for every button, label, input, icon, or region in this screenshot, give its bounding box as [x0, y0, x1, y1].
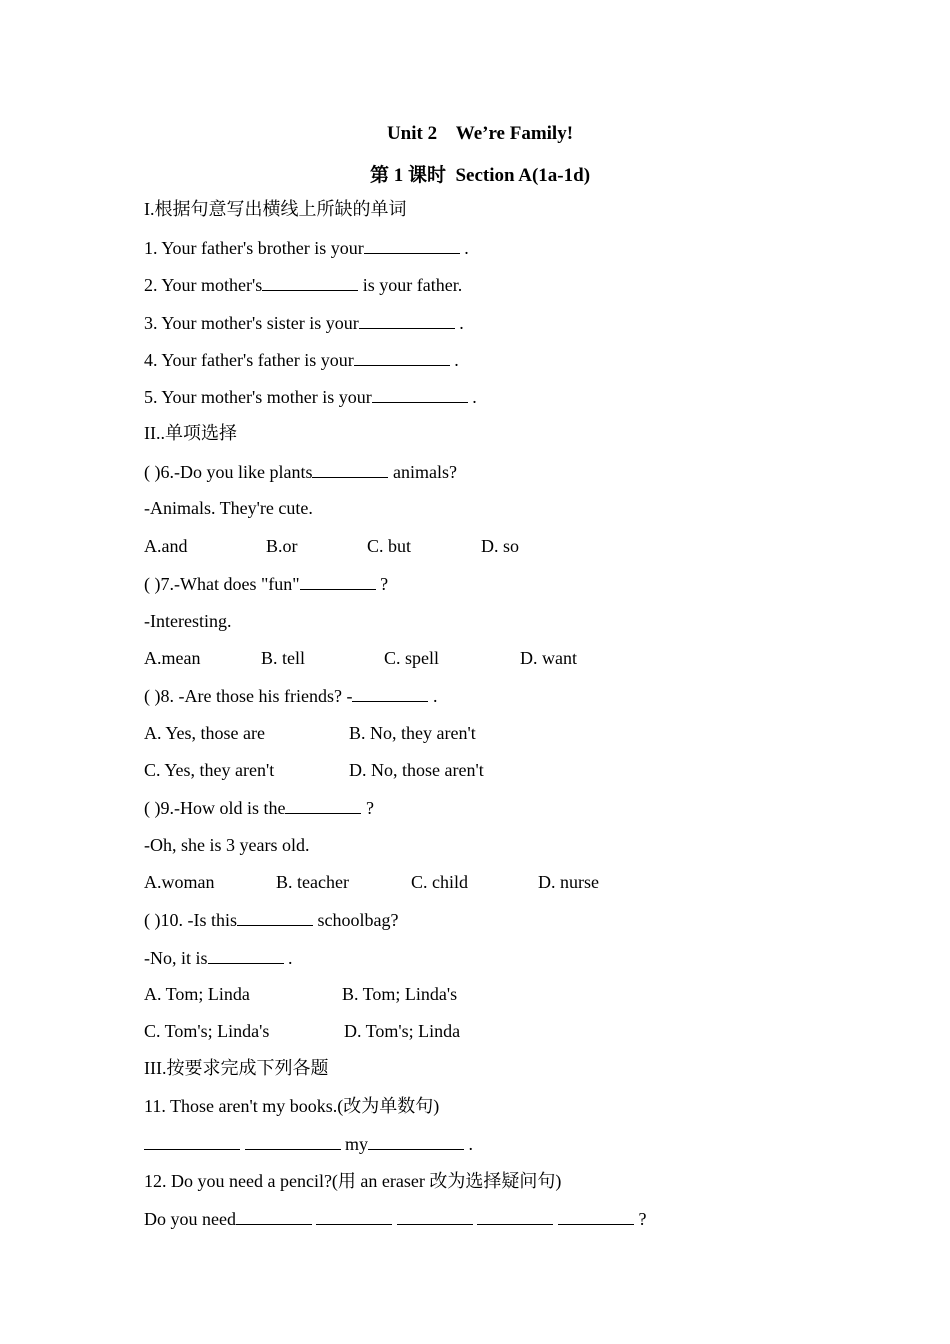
- option-c[interactable]: C. spell: [384, 648, 440, 668]
- option-a[interactable]: A. Tom; Linda: [144, 984, 250, 1004]
- question-3: 3. Your mother's sister is your .: [144, 310, 464, 335]
- answer-blank[interactable]: [364, 235, 460, 254]
- option-c[interactable]: C. child: [411, 872, 468, 892]
- option-d[interactable]: D. so: [481, 536, 520, 556]
- question-6-reply: -Animals. They're cute.: [144, 498, 313, 518]
- question-9: ( )9.-How old is the ?: [144, 795, 374, 820]
- question-8-options-row2: [144, 758, 644, 782]
- answer-blank[interactable]: [208, 945, 284, 964]
- question-2: 2. Your mother's is your father.: [144, 272, 462, 297]
- answer-blank[interactable]: [237, 907, 313, 926]
- question-8-options-row1: [144, 721, 644, 745]
- question-7: ( )7.-What does "fun" ?: [144, 571, 388, 596]
- answer-blank[interactable]: [316, 1206, 392, 1225]
- answer-blank[interactable]: [372, 384, 468, 403]
- option-a[interactable]: A. Yes, those are: [144, 723, 265, 743]
- section2-heading: II..单项选择: [144, 423, 237, 443]
- option-c[interactable]: C. Tom's; Linda's: [144, 1021, 270, 1041]
- question-8: ( )8. -Are those his friends? - .: [144, 683, 437, 708]
- question-10-reply: -No, it is .: [144, 945, 293, 970]
- lesson-title: 第 1 课时 Section A(1a-1d): [369, 165, 591, 186]
- section1-heading: I.根据句意写出横线上所缺的单词: [144, 199, 407, 219]
- question-11-answer: my .: [144, 1131, 473, 1156]
- option-b[interactable]: B. No, they aren't: [349, 723, 476, 743]
- answer-blank[interactable]: [558, 1206, 634, 1225]
- option-d[interactable]: D. Tom's; Linda: [344, 1021, 461, 1041]
- answer-blank[interactable]: [354, 347, 450, 366]
- option-b[interactable]: B. tell: [261, 648, 305, 668]
- question-9-options: [144, 870, 664, 894]
- option-d[interactable]: D. want: [520, 648, 577, 668]
- question-6: ( )6.-Do you like plants animals?: [144, 459, 457, 484]
- option-d[interactable]: D. No, those aren't: [349, 760, 484, 780]
- answer-blank[interactable]: [245, 1131, 341, 1150]
- answer-blank[interactable]: [262, 272, 358, 291]
- unit-title: Unit 2 We’re Family!: [386, 123, 574, 144]
- question-11: 11. Those aren't my books.(改为单数句): [144, 1096, 440, 1116]
- question-7-reply: -Interesting.: [144, 611, 232, 631]
- question-4: 4. Your father's father is your .: [144, 347, 459, 372]
- question-5: 5. Your mother's mother is your .: [144, 384, 477, 409]
- answer-blank[interactable]: [368, 1131, 464, 1150]
- question-6-options: [144, 534, 644, 558]
- answer-blank[interactable]: [359, 310, 455, 329]
- question-7-options: [144, 646, 644, 670]
- section3-heading: III.按要求完成下列各题: [144, 1058, 329, 1078]
- question-12: 12. Do you need a pencil?(用 an eraser 改为选择疑问句): [144, 1171, 562, 1191]
- answer-blank[interactable]: [300, 571, 376, 590]
- option-a[interactable]: A.woman: [144, 872, 215, 892]
- option-a[interactable]: A.mean: [144, 648, 201, 668]
- question-1: 1. Your father's brother is your .: [144, 235, 469, 260]
- answer-blank[interactable]: [144, 1131, 240, 1150]
- answer-blank[interactable]: [397, 1206, 473, 1225]
- question-10: ( )10. -Is this schoolbag?: [144, 907, 398, 932]
- option-b[interactable]: B. teacher: [276, 872, 349, 892]
- question-10-options-row1: [144, 982, 644, 1006]
- answer-blank[interactable]: [312, 459, 388, 478]
- option-c[interactable]: C. Yes, they aren't: [144, 760, 275, 780]
- answer-blank[interactable]: [236, 1206, 312, 1225]
- question-9-reply: -Oh, she is 3 years old.: [144, 835, 310, 855]
- option-c[interactable]: C. but: [367, 536, 412, 556]
- question-10-options-row2: [144, 1019, 644, 1043]
- option-d[interactable]: D. nurse: [538, 872, 599, 892]
- answer-blank[interactable]: [477, 1206, 553, 1225]
- option-b[interactable]: B.or: [266, 536, 298, 556]
- answer-blank[interactable]: [285, 795, 361, 814]
- question-12-answer: Do you need ?: [144, 1206, 646, 1231]
- option-b[interactable]: B. Tom; Linda's: [342, 984, 458, 1004]
- answer-blank[interactable]: [352, 683, 428, 702]
- option-a[interactable]: A.and: [144, 536, 188, 556]
